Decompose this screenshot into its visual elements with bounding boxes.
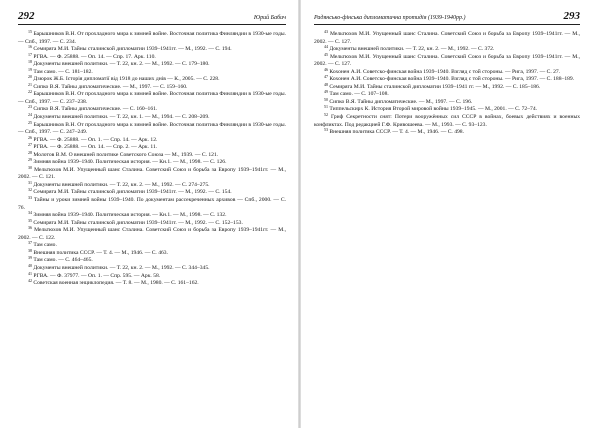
footnote-number: 15	[28, 29, 32, 34]
footnote-text: Там само. — С. 464–465.	[33, 257, 93, 264]
footnote-text: Гриф Секретности снят: Потери вооружённых сил СССР в войнах, боевых действиях и военных конфликтах. Под редакцией Г.Ф. Кривошеева. — М., 1993. — С. 93–123.	[314, 114, 581, 128]
footnote-number: 38	[28, 247, 32, 253]
footnote-number: 16	[28, 44, 32, 50]
footnote-text: Типпельскирх К. История Второй мировой войны 1939–1945. — М., 2001. — С. 72–74.	[329, 106, 538, 113]
footnote	[18, 114, 286, 122]
footnote-text: Мельтюхов М.И. Упущенный шанс Сталина. Советский Союз и борьба за Европу 1939–1941гг. — М., 2002. — С. 127.	[314, 31, 580, 45]
footnote-number: 22	[28, 89, 32, 95]
footnote	[18, 61, 286, 69]
footnote	[18, 189, 286, 197]
footnote-text: РГВА. — Ф. 25888. — Оп. 14. — Спр. 17. Арк. 110.	[33, 53, 156, 60]
footnote-number: 31	[28, 179, 32, 185]
footnote-text: Документы внешней политики. — Т. 22, кн. 1. — М., 1994. — С. 208–209.	[33, 114, 210, 121]
footnote-number: 18	[28, 59, 32, 65]
footnote-number: 52	[324, 112, 328, 118]
footnote-number: 44	[324, 44, 328, 50]
footnote	[18, 257, 286, 265]
footnote-number: 25	[28, 119, 32, 125]
footnote-text: Молотов В.М. О внешней политике Советского Союза — М., 1939. — С. 121.	[33, 151, 219, 158]
footnote-number: 36	[28, 225, 32, 231]
footnote-text: РГВА. — Ф. 25888. — Оп. 14. — Спр. 2. — Арк. 11.	[33, 144, 158, 151]
footnote-number: 24	[28, 112, 32, 118]
footnote	[18, 91, 286, 106]
left-page-header	[18, 10, 286, 25]
right-page	[300, 0, 600, 428]
footnote-number: 34	[28, 210, 32, 216]
footnote-number: 39	[28, 255, 32, 261]
footnote	[18, 242, 286, 250]
footnote	[314, 76, 580, 84]
footnote-text: Барышников В.Н. От прохладного мира к зимней войне. Восточная политика Финляндии в 1930-ые годы. — Спб., 1997. — С. 237–238.	[18, 91, 286, 105]
footnote	[314, 91, 580, 99]
footnote-text: Сипко В.Я. Тайны дипломатические. — М., 1997. — С. 196.	[329, 98, 473, 105]
right-page-header	[314, 10, 580, 25]
footnote	[18, 46, 286, 54]
footnote-number: 49	[324, 89, 328, 95]
footnote-text: РГВА. — Ф. 37977. — Оп. 1. — Спр. 595. — Арк. 58.	[33, 272, 161, 279]
footnote-number: 53	[324, 127, 328, 133]
footnote	[314, 31, 580, 46]
footnote	[314, 106, 580, 114]
footnote-number: 41	[28, 270, 32, 276]
footnote-number: 51	[324, 104, 328, 110]
footnote-text: Мельтюхов М.И. Упущенный шанс Сталина. Советский Союз и борьба за Европу 1939–1941гг. — М., 2002. — С. 122.	[18, 227, 286, 241]
footnote-text: Там само. — С. 107–108.	[329, 91, 389, 98]
running-head: Юрий Бабич	[253, 15, 286, 21]
footnote-number: 27	[28, 142, 32, 148]
footnote-text: Семиряга М.И. Тайны сталинской дипломатии 1939–1941 гг. — М., 1992. — С. 185–186.	[329, 83, 541, 90]
footnote-text: Документы внешней политики. — Т. 22, кн. 2. — М., 1992. — С. 179–180.	[33, 61, 210, 68]
footnote-text: Внешняя политика СССР. — Т. 4. — М., 1946. — С. 463.	[33, 249, 169, 256]
footnote-text: Барышников В.Н. От прохладного мира к зимней войне. Восточная политика Финляндии в 1930-ые годы. — Спб., 1997. — С. 247–249.	[18, 121, 286, 136]
footnote-number: 40	[28, 262, 32, 268]
footnote-text: Советская военная энциклопедия. — Т. 8. — М., 1980. — С. 161–162.	[33, 280, 199, 287]
footnote-number: 43	[324, 29, 328, 34]
footnote-number: 29	[28, 157, 32, 163]
footnote-number: 35	[28, 217, 32, 223]
footnote-text: Семиряга М.И. Тайны сталинской дипломатии 1939–1941гг. — М., 1992. — С. 152–153.	[33, 219, 243, 226]
footnote-text: Барышников В.Н. От прохладного мира к зимней войне. Восточная политика Финляндии в 1930-ые годы. — Спб., 1997. — С. 234.	[18, 31, 286, 45]
footnote	[18, 76, 286, 84]
page-number: 293	[563, 10, 580, 22]
footnote	[18, 159, 286, 167]
footnote	[18, 106, 286, 114]
footnote-number: 46	[324, 66, 328, 72]
footnote-text: Там само.	[33, 242, 57, 249]
footnote	[18, 144, 286, 152]
footnote-number: 28	[28, 149, 32, 155]
footnote-number: 23	[28, 104, 32, 110]
footnote-text: Мельтюхов М.И. Упущенный шанс Сталина. Советский Союз и борьба за Европу 1939–1941гг. — М., 2002. — С. 121.	[18, 166, 286, 181]
footnote-text: Мельтюхов М.И. Упущенный шанс Сталина. Советский Союз и борьба за Европу 1939–1941гг. — М., 2002. — С. 127.	[314, 53, 580, 68]
footnote-number: 37	[28, 240, 32, 246]
footnote-number: 26	[28, 134, 32, 140]
footnote	[18, 164, 286, 182]
footnote-text: Кохонен А.И. Советско-финская война 1939–1940. Взгляд с той стороны. — Рига, 1997. — С. 27.	[329, 68, 561, 75]
footnote-number: 50	[324, 96, 328, 102]
running-head: Радянсько-фінська дипломатична протидія (1939-1940рр.)	[314, 15, 466, 21]
footnote-text: Кохонен А.И. Советско-финская война 1939–1940. Взгляд с той стороны. — Рига, 1997. — С. 188–189.	[329, 76, 575, 83]
footnote	[314, 46, 580, 54]
footnote	[18, 262, 286, 273]
page-number: 292	[18, 10, 35, 22]
footnote-number: 33	[28, 195, 32, 201]
footnote-text: Тайны и уроки зимней войны 1939–1940. По документам рассекреченных архивов — Спб., 2000. — С. 76.	[18, 197, 287, 211]
footnote	[18, 280, 286, 288]
footnote-number: 45	[324, 51, 328, 57]
footnote-text: Семиряга М.И. Тайны сталинской дипломатии 1939–1941гг. — М., 1992. — С. 194.	[33, 46, 232, 53]
footnote-number: 42	[28, 278, 32, 284]
footnote-number: 17	[28, 51, 32, 57]
footnote-text: Документы внешней политики. — Т. 22, кн. 2. — М., 1992. — С. 344–345.	[33, 264, 210, 271]
footnote-number: 19	[28, 66, 32, 72]
footnote-text: Зимняя война 1939–1940. Политическая история. — Кн.1. — М., 1998. — С. 132.	[33, 212, 227, 219]
footnote	[314, 129, 580, 137]
footnotes-list	[314, 31, 580, 137]
footnote-number: 30	[28, 164, 32, 170]
footnote-number: 32	[28, 187, 32, 193]
footnote-text: Зимняя война 1939–1940. Политическая история. — Кн.1. — М., 1998. — С. 126.	[33, 159, 227, 166]
footnote	[18, 227, 286, 242]
footnote	[18, 212, 286, 220]
footnote	[18, 197, 286, 212]
footnote-number: 48	[324, 81, 328, 87]
footnote-text: Внешняя политика СССР. — Т. 4. — М., 1946. — С. 498.	[329, 129, 465, 136]
footnote-number: 47	[324, 74, 328, 80]
footnote	[314, 114, 580, 129]
footnote	[18, 31, 286, 46]
footnote-text: Семиряга М.И. Тайны сталинской дипломатии 1939–1941гг. — М., 1992. — С. 154.	[33, 189, 232, 196]
footnote-number: 21	[28, 81, 32, 87]
footnotes-list	[18, 31, 286, 288]
footnote-number: 20	[28, 74, 32, 80]
footnote-text: Дзюрок Ж.Б. Історія дипломатії від 1918 до наших днів — К., 2005. — С. 228.	[33, 76, 220, 83]
footnote	[314, 51, 580, 69]
footnote-text: Там само. — С. 181–182.	[33, 68, 93, 75]
footnote	[18, 119, 286, 137]
footnote-text: Документы внешней политики. — Т. 22, кн. 2. — М., 1992. — С. 372.	[329, 46, 495, 53]
footnote-text: Сипко В.Я. Тайны дипломатические. — М., 1997. — С. 159–160.	[33, 83, 188, 90]
footnote-text: Документы внешней политики. — Т. 22, кн. 2. — М., 1992. — С. 274–275.	[33, 181, 210, 188]
footnote-text: Сипко В.Я. Тайны дипломатические. — С. 160–161.	[33, 106, 158, 113]
footnote-text: РГВА. — Ф. 25888. — Оп. 1. — Спр. 14. — Арк. 12.	[33, 136, 158, 143]
